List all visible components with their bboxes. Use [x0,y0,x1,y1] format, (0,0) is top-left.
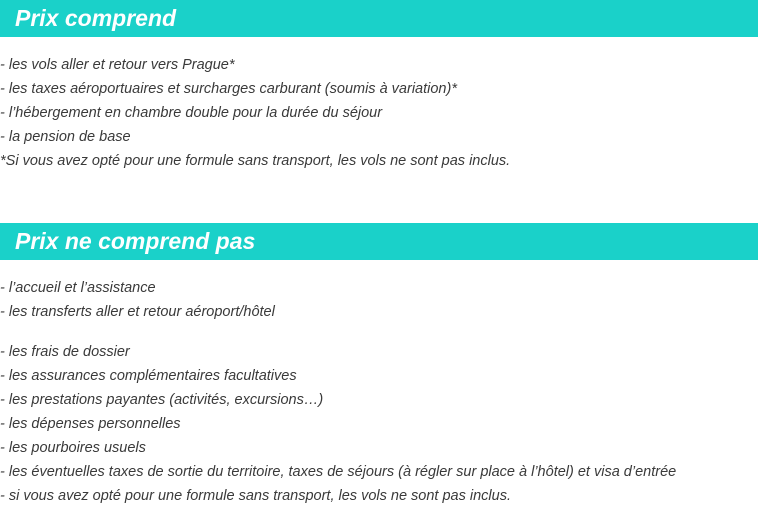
list-item: - les éventuelles taxes de sortie du territoire, taxes de séjours (à régler sur place à l’hôtel) et visa d’entrée [0,464,677,480]
footnote: *Si vous avez opté pour une formule sans transport, les vols ne sont pas inclus. [0,153,511,169]
included-list [0,53,758,173]
list-item: - les frais de dossier [0,344,130,360]
list-item: - la pension de base [0,129,131,145]
list-item: - les prestations payantes (activités, excursions…) [0,392,324,408]
section-header-excluded: Prix ne comprend pas [0,223,758,260]
list-item: - si vous avez opté pour une formule sans transport, les vols ne sont pas inclus. [0,488,511,504]
list-item: - l’hébergement en chambre double pour la durée du séjour [0,105,383,121]
list-item: - les vols aller et retour vers Prague* [0,57,235,73]
section-header-included: Prix comprend [0,0,758,37]
list-item: - l’accueil et l’assistance [0,280,156,296]
excluded-list-group1 [0,276,758,324]
list-item: - les assurances complémentaires facultatives [0,368,297,384]
list-item: - les pourboires usuels [0,440,146,456]
list-item: - les dépenses personnelles [0,416,181,432]
list-item: - les taxes aéroportuaires et surcharges carburant (soumis à variation)* [0,81,457,97]
excluded-list-group2 [0,340,758,508]
list-item: - les transferts aller et retour aéroport/hôtel [0,304,275,320]
